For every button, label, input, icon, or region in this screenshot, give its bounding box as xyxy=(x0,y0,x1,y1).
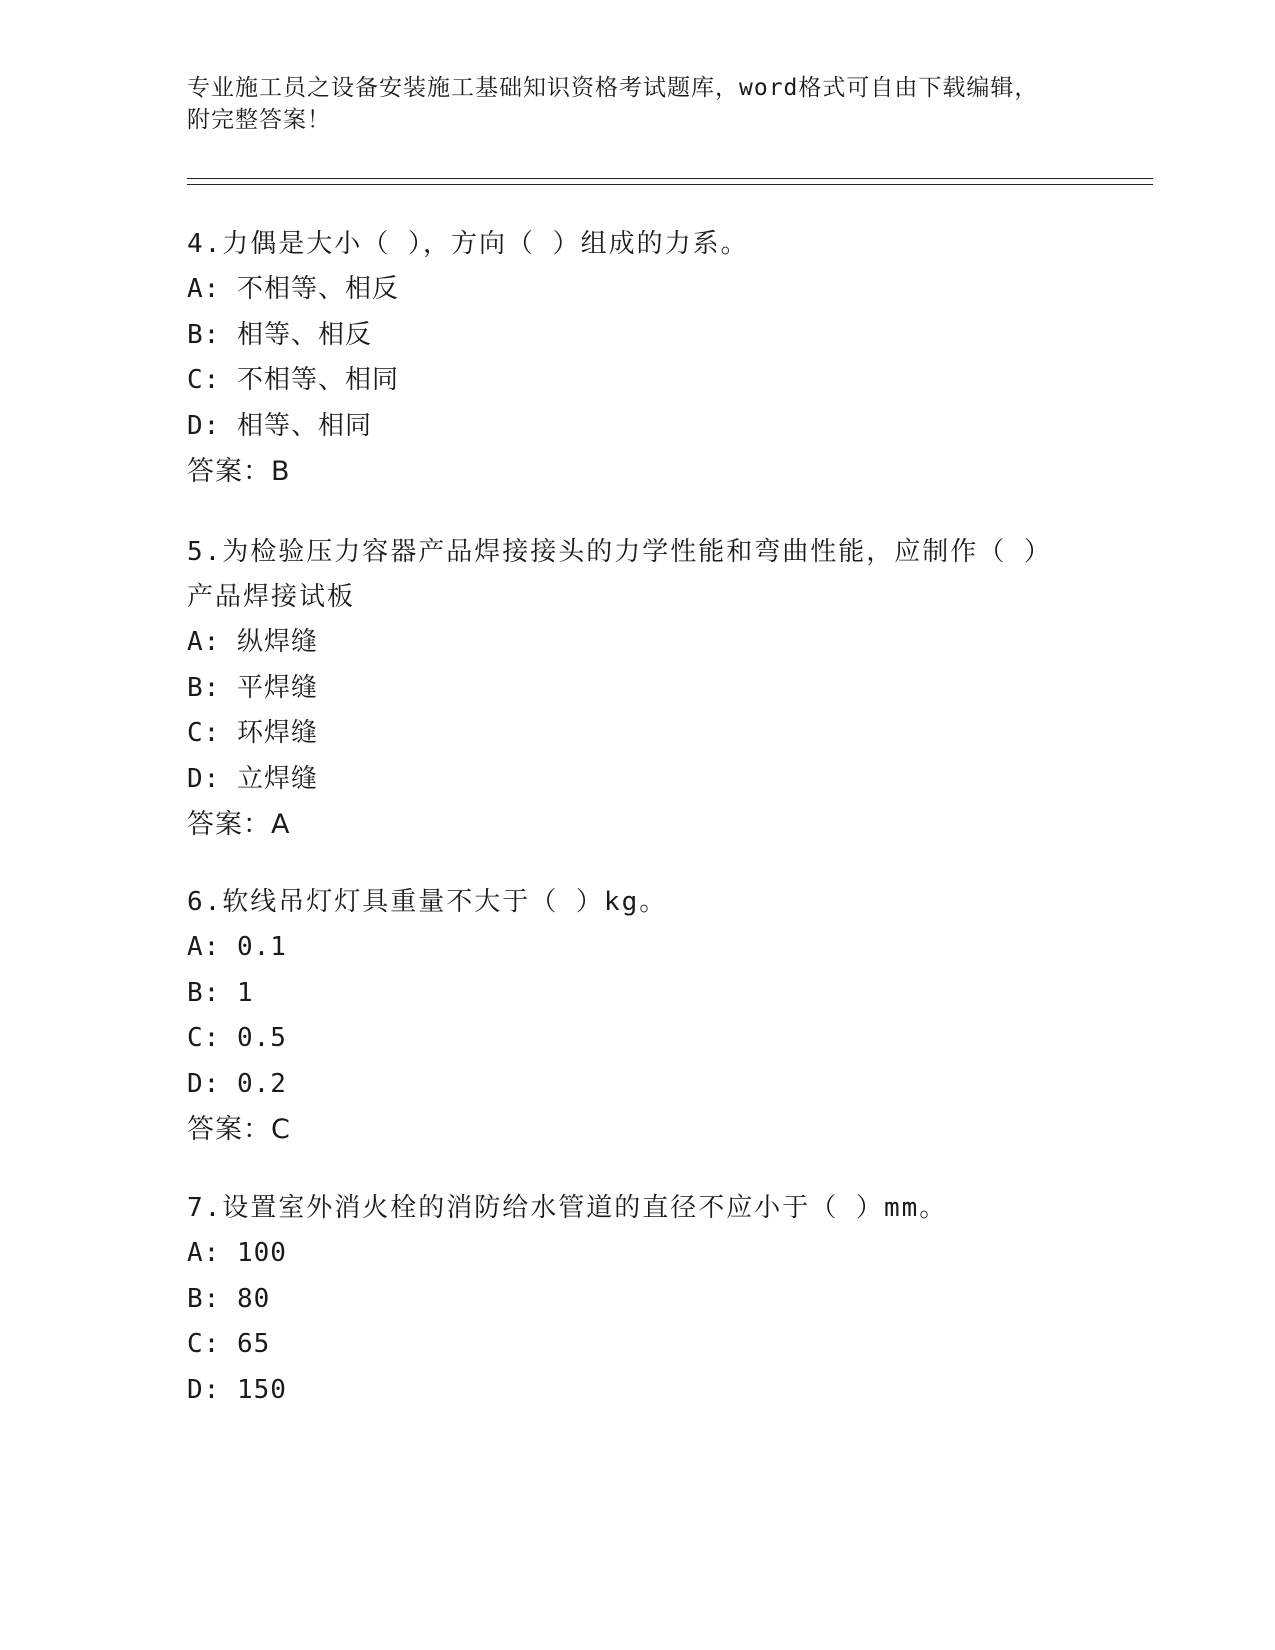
option-b: B: 80 xyxy=(187,1283,271,1314)
answer-label: 答案：B xyxy=(187,456,291,487)
option-c: C: 0.5 xyxy=(187,1023,287,1053)
answer-label: 答案：A xyxy=(187,809,291,840)
question-4 xyxy=(187,222,1087,494)
option-a: A: 不相等、相反 xyxy=(187,274,399,304)
question-text-line-1: 5.为检验压力容器产品焊接接头的力学性能和弯曲性能，应制作（ ） xyxy=(187,537,1052,567)
option-a: A: 100 xyxy=(187,1238,287,1268)
option-a: A: 0.1 xyxy=(187,932,287,962)
header-divider xyxy=(187,178,1153,185)
option-b: B: 平焊缝 xyxy=(187,672,318,703)
option-b: B: 1 xyxy=(187,977,254,1008)
question-text: 6.软线吊灯灯具重量不大于（ ）kg。 xyxy=(187,887,668,917)
option-b: B: 相等、相反 xyxy=(187,319,372,350)
question-6 xyxy=(187,880,1087,1152)
option-d: D: 立焊缝 xyxy=(187,763,318,794)
option-d: D: 相等、相同 xyxy=(187,410,372,441)
header-line-1: 专业施工员之设备安装施工基础知识资格考试题库，word格式可自由下载编辑， xyxy=(187,75,1039,101)
option-d: D: 0.2 xyxy=(187,1068,287,1099)
document-header xyxy=(187,72,1067,136)
question-text: 7.设置室外消火栓的消防给水管道的直径不应小于（ ）mm。 xyxy=(187,1193,948,1223)
option-a: A: 纵焊缝 xyxy=(187,627,318,657)
question-text-line-2: 产品焊接试板 xyxy=(187,582,356,612)
question-text: 4.力偶是大小（ ），方向（ ）组成的力系。 xyxy=(187,229,749,259)
option-c: C: 不相等、相同 xyxy=(187,365,399,395)
answer-label: 答案：C xyxy=(187,1114,291,1145)
option-c: C: 环焊缝 xyxy=(187,718,318,748)
header-line-2: 附完整答案！ xyxy=(187,107,331,133)
option-c: C: 65 xyxy=(187,1329,271,1359)
option-d: D: 150 xyxy=(187,1374,287,1405)
question-7 xyxy=(187,1186,1087,1413)
question-5 xyxy=(187,530,1087,847)
